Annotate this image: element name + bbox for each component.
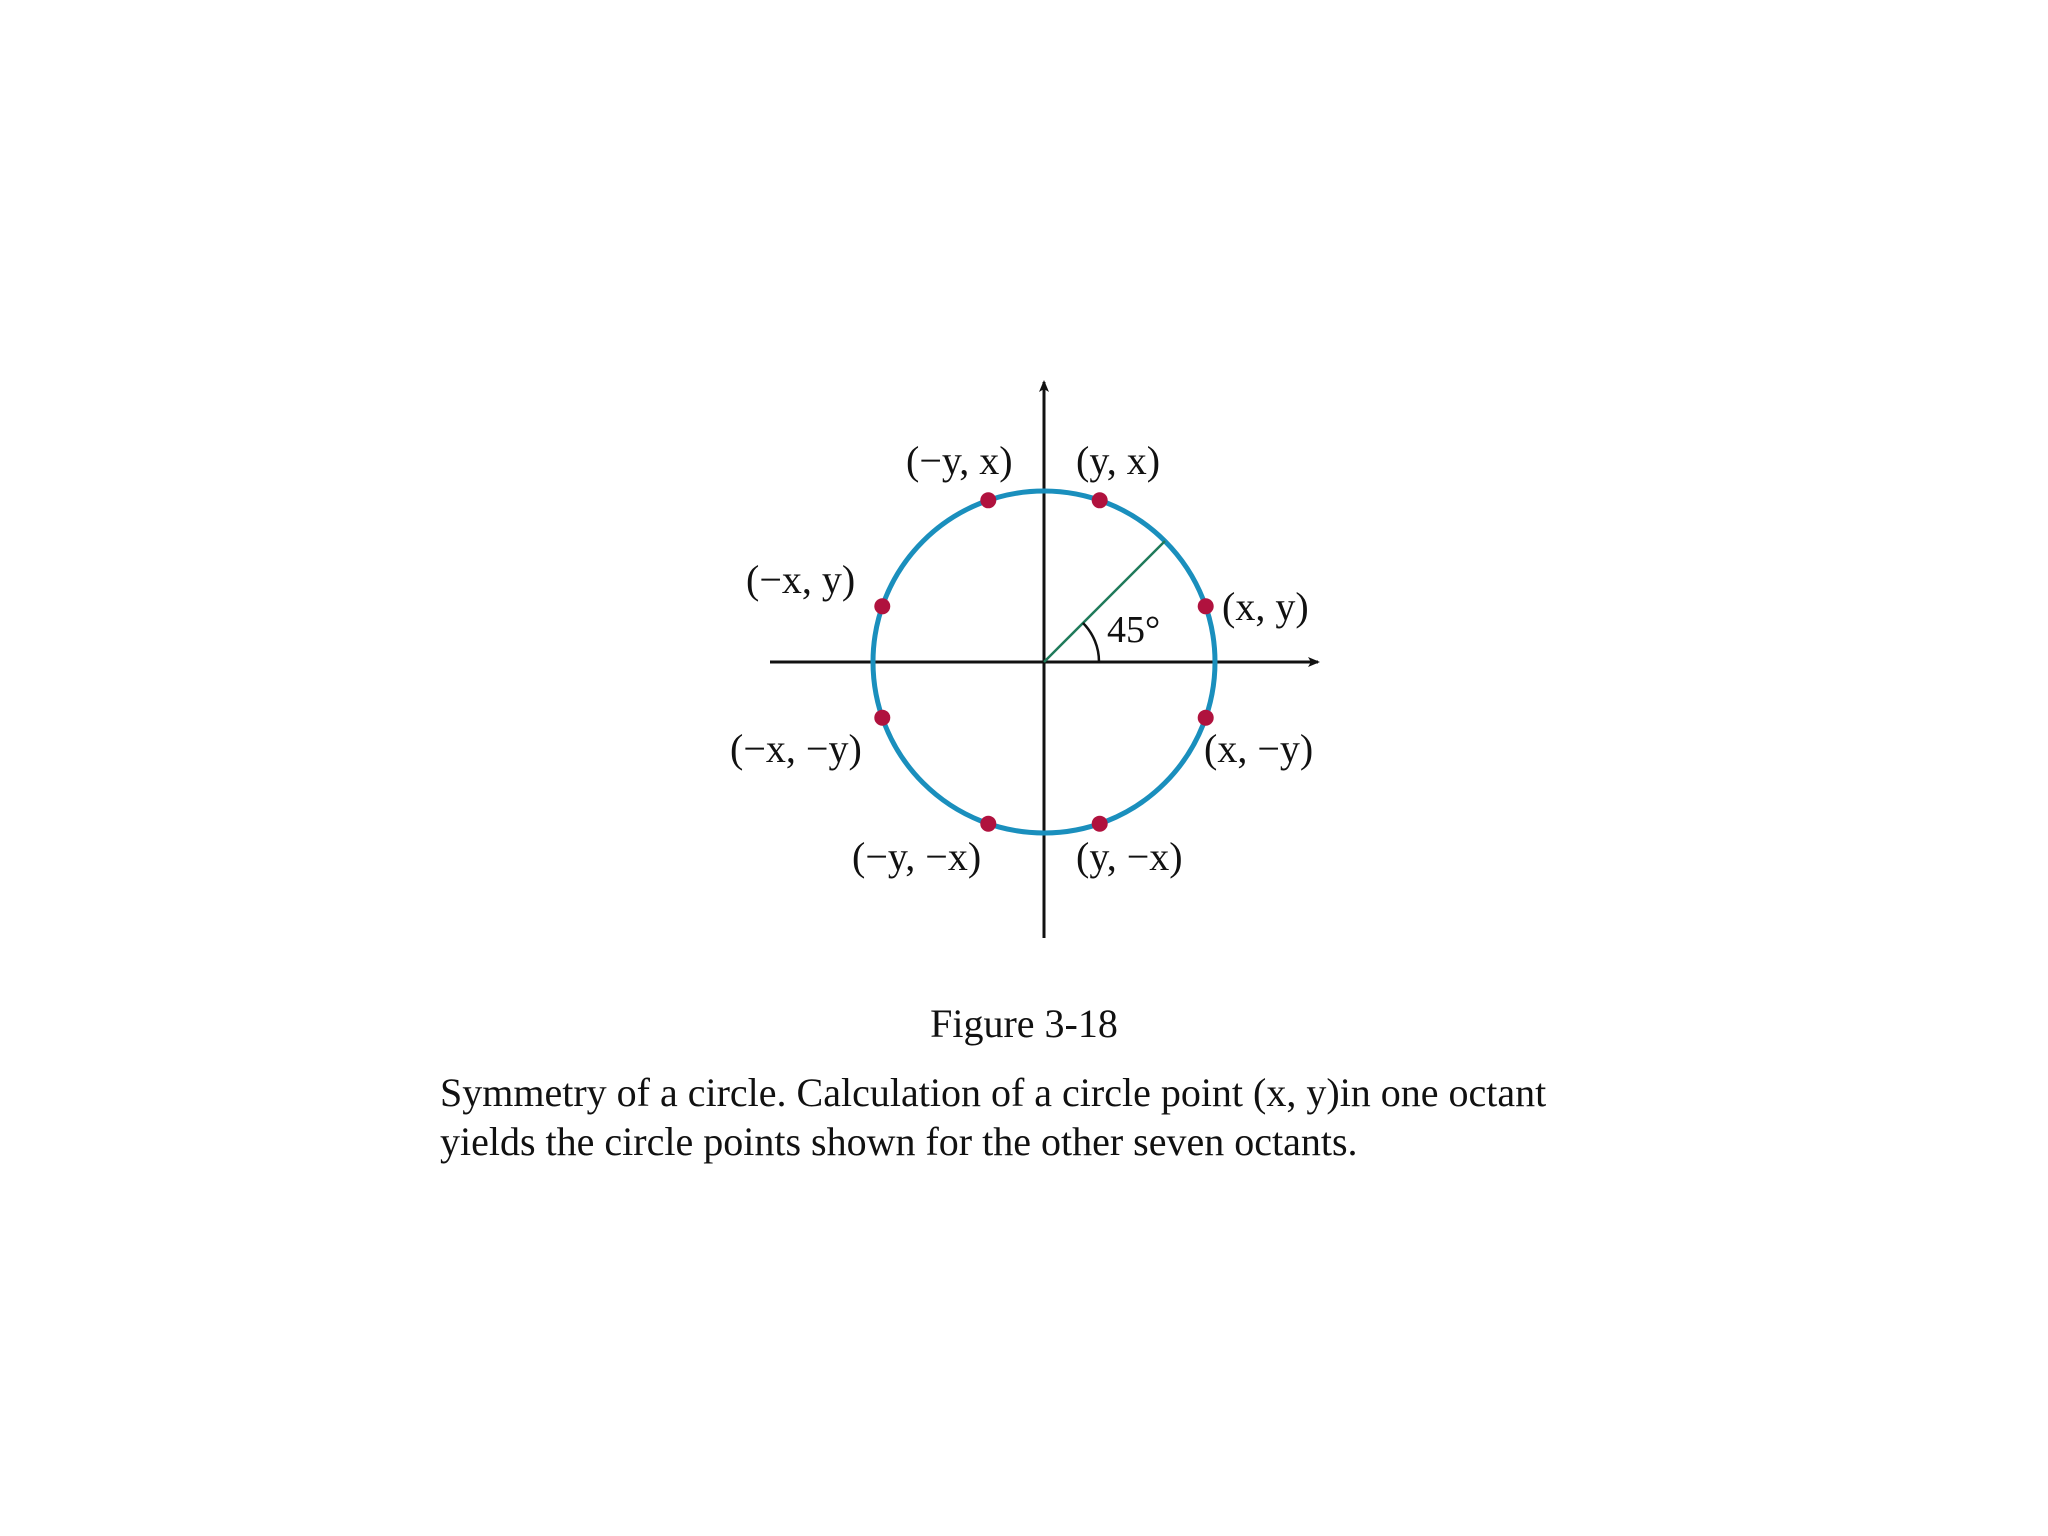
point-label-x--y: (x, −y)	[1204, 726, 1314, 771]
point-label--y-x: (−y, x)	[906, 438, 1013, 483]
caption-line-1: Symmetry of a circle. Calculation of a circle point (x, y)in one octant	[440, 1070, 1547, 1115]
point-x--y	[1198, 710, 1214, 726]
point-label--y--x: (−y, −x)	[852, 834, 982, 879]
point--y-x	[980, 492, 996, 508]
point-y-x	[1092, 492, 1108, 508]
angle-arc	[1083, 623, 1099, 662]
point--y--x	[980, 816, 996, 832]
figure-caption	[440, 1068, 1690, 1166]
caption-line-2: yields the circle points shown for the other seven octants.	[440, 1119, 1358, 1164]
point-label-y--x: (y, −x)	[1076, 834, 1183, 879]
point-label--x--y: (−x, −y)	[730, 726, 862, 771]
point-label-x-y: (x, y)	[1222, 584, 1309, 629]
point--x-y	[874, 598, 890, 614]
point-y--x	[1092, 816, 1108, 832]
figure-number: Figure 3-18	[930, 1001, 1118, 1046]
point-label-y-x: (y, x)	[1076, 438, 1161, 483]
point-x-y	[1198, 598, 1214, 614]
point-label--x-y: (−x, y)	[746, 557, 856, 602]
point--x--y	[874, 710, 890, 726]
angle-label: 45°	[1107, 609, 1161, 651]
point-labels	[730, 438, 1313, 879]
